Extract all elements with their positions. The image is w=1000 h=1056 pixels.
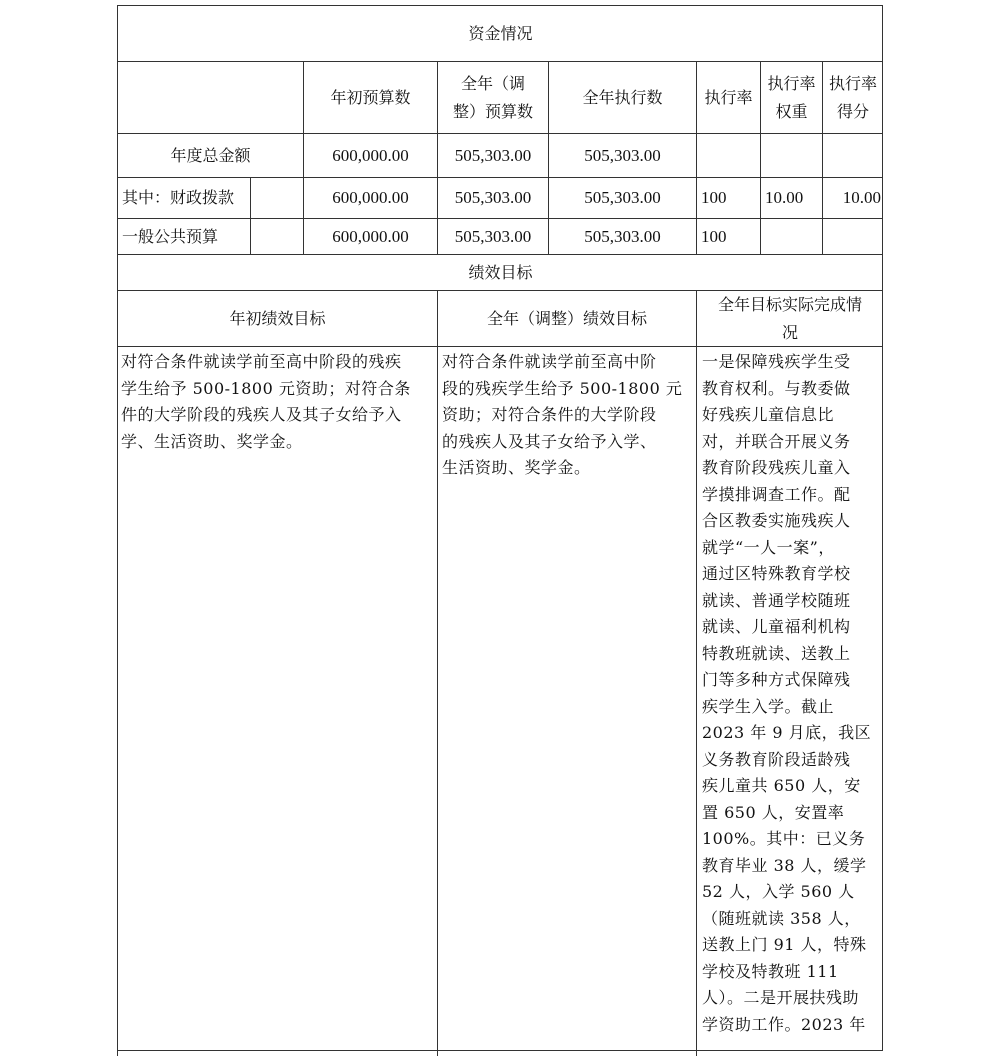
actual-completion-cell xyxy=(696,346,883,1056)
row-total-actual: 505,303.00 xyxy=(548,133,696,177)
row-fiscal-score: 10.00 xyxy=(822,177,883,218)
row-fiscal-initial: 600,000.00 xyxy=(303,177,437,218)
header-actual-execution: 全年执行数 xyxy=(548,61,696,133)
row-total-weight xyxy=(760,133,822,177)
header-execution-rate: 执行率 xyxy=(696,61,760,133)
header-initial-goal: 年初绩效目标 xyxy=(117,290,437,346)
row-general-score xyxy=(822,218,883,254)
header-rate-score: 执行率 得分 xyxy=(822,61,883,133)
row-general-sub-blank xyxy=(250,218,303,254)
row-fiscal-adjusted: 505,303.00 xyxy=(437,177,548,218)
table-right-border xyxy=(882,5,883,1051)
row-fiscal-sub-blank xyxy=(250,177,303,218)
initial-goal-text: 对符合条件就读学前至高中阶段的残疾 学生给予 500-1800 元资助；对符合条 件的大学阶段的残疾人及其子女给予入 学、生活资助、奖学金。 xyxy=(121,352,411,451)
row-total-rate xyxy=(696,133,760,177)
row-general-adjusted: 505,303.00 xyxy=(437,218,548,254)
row-general-weight xyxy=(760,218,822,254)
adjusted-goal-cell xyxy=(437,346,696,1056)
header-actual-completion: 全年目标实际完成情 况 xyxy=(696,290,883,346)
row-total-score xyxy=(822,133,883,177)
row-general-rate: 100 xyxy=(696,218,760,254)
header-rate-weight: 执行率 权重 xyxy=(760,61,822,133)
adjusted-goal-text: 对符合条件就读学前至高中阶 段的残疾学生给予 500-1800 元 资助；对符合条件的大学阶段 的残疾人及其子女给予入学、 生活资助、奖学金。 xyxy=(442,352,683,477)
row-general-initial: 600,000.00 xyxy=(303,218,437,254)
row-total-initial: 600,000.00 xyxy=(303,133,437,177)
funding-header-blank xyxy=(117,61,303,133)
header-initial-budget: 年初预算数 xyxy=(303,61,437,133)
row-fiscal-label: 其中：财政拨款 xyxy=(117,177,250,218)
performance-section-title: 绩效目标 xyxy=(117,254,883,290)
row-total-label: 年度总金额 xyxy=(117,133,303,177)
row-fiscal-actual: 505,303.00 xyxy=(548,177,696,218)
funding-section-title: 资金情况 xyxy=(117,5,883,61)
table-bottom-border xyxy=(117,1050,883,1051)
initial-goal-cell xyxy=(117,346,437,1056)
header-adjusted-goal: 全年（调整）绩效目标 xyxy=(437,290,696,346)
row-general-actual: 505,303.00 xyxy=(548,218,696,254)
actual-completion-text: 一是保障残疾学生受 教育权利。与教委做 好残疾儿童信息比 对，并联合开展义务 教育阶段残疾儿童入 学摸排调查工作。配 合区教委实施残疾人 就学“一人一案”， 通过区特殊教育学校 就读、普通学校随班 就读、儿童福利机构 特教班就读、送教上 门等多种方式保障残 疾学生入学。截止 2023 年 9 月底，我区 义务教育阶段适龄残 疾儿童共 650 人，安 置 650 人，安置率 100%。其中：已义务 教育毕业 38 人，缓学 52 人，入学 560 人 （随班就读 358 人， 送教上门 91 人，特殊 学校及特教班 111 人）。二是开展扶残助 学资助工作。2023 年 xyxy=(702,352,872,1034)
row-total-adjusted: 505,303.00 xyxy=(437,133,548,177)
row-fiscal-weight: 10.00 xyxy=(760,177,822,218)
row-fiscal-rate: 100 xyxy=(696,177,760,218)
row-general-label: 一般公共预算 xyxy=(117,218,250,254)
header-adjusted-budget: 全年（调 整）预算数 xyxy=(437,61,548,133)
